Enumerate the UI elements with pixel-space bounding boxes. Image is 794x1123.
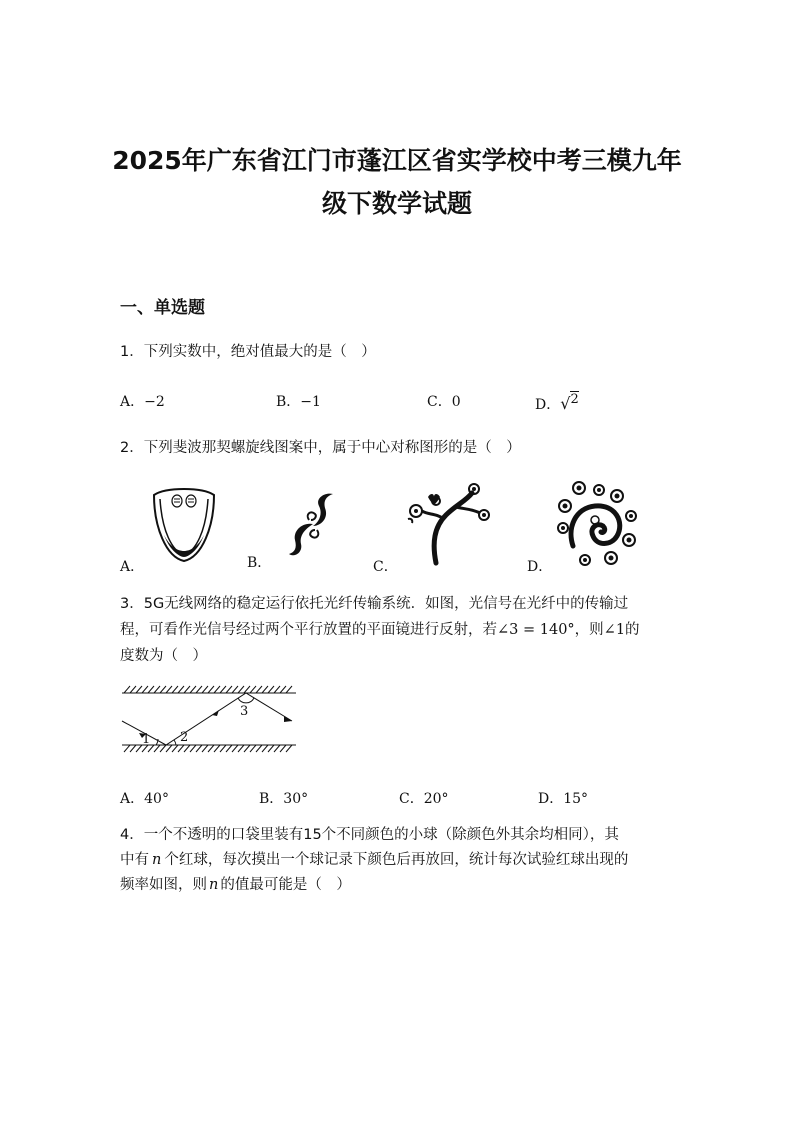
angle-3-expression: ∠3 = 140° [497,622,575,638]
angle-label-2: 2 [180,730,189,745]
q3-option-a [120,788,169,808]
question-4-line-2 [120,847,628,873]
sqrt-symbol: √ [560,394,571,413]
q2-option-b-label: B． [247,555,272,571]
angle-3-arc [238,698,254,703]
q4-text: 中有 [120,852,149,868]
top-mirror [122,686,296,693]
question-3-line-2 [120,617,640,643]
q3-option-b [259,788,308,808]
angle-1-symbol: ∠1 [603,622,626,638]
option-letter: A． [120,791,145,807]
q2-option-d-label: D． [527,559,553,575]
q2-figure-d [555,478,639,568]
option-letter: D． [538,791,564,807]
q4-text: 的值最可能是（ ） [220,877,351,893]
angle-2-arc [174,740,176,745]
q2-option-c-label: C． [373,559,398,575]
q3-text: ，则 [574,622,604,638]
q1-option-d [535,394,579,414]
variable-n: n [152,852,162,868]
q4-text: 个红球，每次摸出一个球记录下颜色后再放回，统计每次试验红球出现的 [164,852,629,868]
question-4-line-1: 4．一个不透明的口袋里装有15个不同颜色的小球（除颜色外其余均相同），其 [120,827,619,843]
q2-figure-a [150,487,220,565]
option-letter: C． [427,394,452,410]
option-letter: B． [259,791,284,807]
option-value: 30° [283,791,309,807]
option-letter: D． [535,397,561,413]
option-value: −1 [300,394,321,410]
option-letter: A． [120,394,145,410]
section-heading: 一、单选题 [120,298,205,318]
q3-text: 的 [625,622,640,638]
q1-option-a [120,391,165,411]
question-1-stem: 1．下列实数中，绝对值最大的是（ ） [120,344,376,360]
option-letter: C． [399,791,424,807]
q1-option-b [276,391,321,411]
document-title-line-1: 2025年广东省江门市蓬江区省实学校中考三模九年 [112,146,682,175]
arrow-2 [212,710,219,716]
q3-mirror-figure [120,683,298,755]
question-2-stem: 2．下列斐波那契螺旋线图案中，属于中心对称图形的是（ ） [120,440,521,456]
q2-option-a-label: A． [120,559,145,575]
question-4-line-3 [120,872,351,898]
q4-text: 频率如图，则 [120,877,207,893]
q2-figure-b [285,490,341,560]
option-value: 0 [451,394,461,410]
question-3-line-3: 度数为（ ） [120,648,207,664]
angle-label-1: 1 [142,732,151,747]
q3-option-d [538,788,588,808]
option-letter: B． [276,394,301,410]
document-title-line-2: 级下数学试题 [321,189,472,218]
option-value: 15° [563,791,589,807]
q1-option-c [427,391,461,411]
option-value: 40° [144,791,169,807]
q3-text: 程，可看作光信号经过两个平行放置的平面镜进行反射，若 [120,622,497,638]
arrow-3 [284,716,292,722]
option-value: 20° [423,791,449,807]
option-value: −2 [144,394,165,410]
angle-label-3: 3 [240,704,249,719]
option-value: 2 [570,392,579,407]
question-3-line-1: 3．5G无线网络的稳定运行依托光纤传输系统．如图，光信号在光纤中的传输过 [120,596,629,612]
q3-option-c [399,788,449,808]
q2-figure-c [400,483,492,565]
variable-n: n [209,877,219,893]
